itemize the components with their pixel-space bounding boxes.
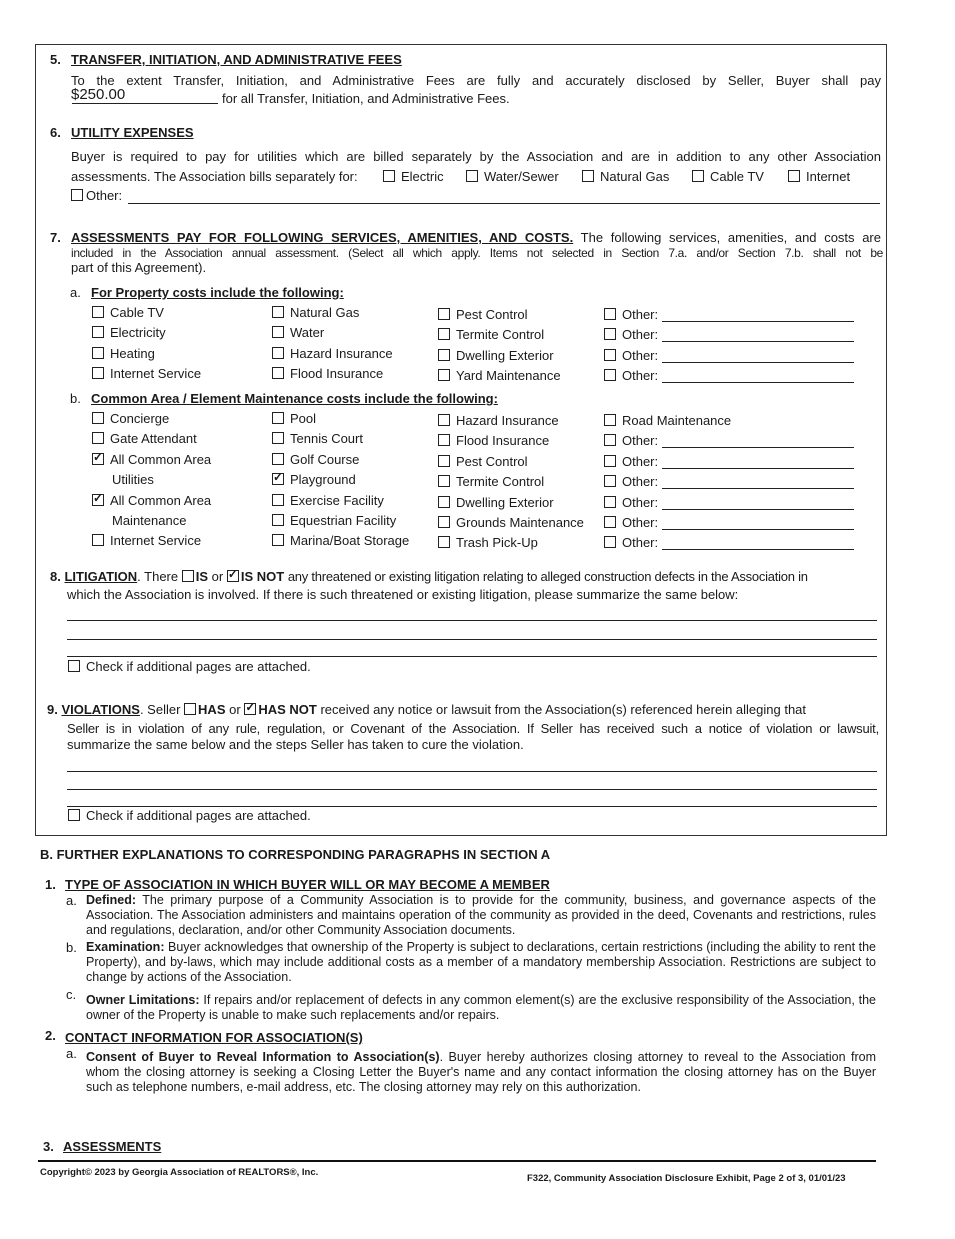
s6-title: UTILITY EXPENSES xyxy=(71,125,194,140)
option-other[interactable] xyxy=(604,454,854,469)
option-internet-service[interactable] xyxy=(92,366,201,381)
b3-number: 3. xyxy=(43,1139,54,1154)
checkbox-icon[interactable] xyxy=(604,455,616,467)
option-label: Electricity xyxy=(110,325,166,340)
option-label: Playground xyxy=(290,472,356,487)
s9-heading-line xyxy=(47,702,806,717)
option-internet-service[interactable] xyxy=(92,533,201,548)
checked-checkbox-icon[interactable] xyxy=(92,453,104,465)
option-other[interactable] xyxy=(604,307,854,322)
s6-number: 6. xyxy=(50,125,61,140)
option-water[interactable] xyxy=(272,325,324,340)
s5-title: TRANSFER, INITIATION, AND ADMINISTRATIVE FEES xyxy=(71,52,402,67)
option-label: Utilities xyxy=(112,472,154,487)
option-label: Maintenance xyxy=(112,513,187,528)
checkbox-icon[interactable] xyxy=(71,189,83,201)
checkbox-icon[interactable] xyxy=(604,516,616,528)
b1c-paragraph xyxy=(86,993,876,1023)
s9-has-not-checkbox[interactable] xyxy=(244,703,256,715)
checkbox-icon[interactable] xyxy=(438,536,450,548)
s5-text-line2: for all Transfer, Initiation, and Administrative Fees. xyxy=(222,91,510,106)
option-yard-maintenance[interactable] xyxy=(438,368,561,383)
s6-option-cable-tv[interactable]: Cable TV xyxy=(692,169,764,184)
option-golf-course[interactable] xyxy=(272,452,359,467)
other-fill-line[interactable] xyxy=(662,321,854,322)
checkbox-icon[interactable] xyxy=(438,434,450,446)
checkbox-icon[interactable] xyxy=(92,347,104,359)
option-label: Grounds Maintenance xyxy=(456,515,584,530)
option-equestrian-facility[interactable] xyxy=(272,513,396,528)
option-label: Gate Attendant xyxy=(110,431,197,446)
option-label: Trash Pick-Up xyxy=(456,535,538,550)
option-label: Dwelling Exterior xyxy=(456,348,554,363)
checkbox-icon[interactable] xyxy=(438,308,450,320)
checkbox-icon[interactable] xyxy=(438,475,450,487)
b1a-paragraph xyxy=(86,893,876,938)
option-label: Concierge xyxy=(110,411,170,426)
checkbox-icon[interactable] xyxy=(92,367,104,379)
checkbox-icon[interactable] xyxy=(604,414,616,426)
other-fill-line[interactable] xyxy=(662,488,854,489)
s8-summary-line-1[interactable] xyxy=(67,620,877,621)
other-fill-line[interactable] xyxy=(662,382,854,383)
checkbox-icon[interactable] xyxy=(604,536,616,548)
option-label: Pest Control xyxy=(456,454,528,469)
option-label: Termite Control xyxy=(456,474,545,489)
s7-text1: The following services, amenities, and costs are xyxy=(580,230,881,245)
s8-summary-line-3[interactable] xyxy=(67,656,877,657)
option-label: Other: xyxy=(622,368,659,383)
s8-text-line2: which the Association is involved. If there is such threatened or existing litigation, please summarize the same below: xyxy=(67,587,739,602)
b1b-letter: b. xyxy=(66,940,77,955)
other-fill-line[interactable] xyxy=(662,447,854,448)
checkbox-icon[interactable] xyxy=(92,306,104,318)
checkbox-icon[interactable] xyxy=(272,306,284,318)
checkbox-icon[interactable] xyxy=(272,367,284,379)
checkbox-icon[interactable] xyxy=(438,328,450,340)
b2a-letter: a. xyxy=(66,1046,77,1061)
option-other[interactable] xyxy=(604,515,854,530)
s8-additional-pages[interactable]: Check if additional pages are attached. xyxy=(68,659,311,674)
checkbox-icon[interactable] xyxy=(272,432,284,444)
option-label: Flood Insurance xyxy=(456,433,550,448)
option-label: Internet Service xyxy=(110,366,202,381)
s7b-title: Common Area / Element Maintenance costs include the following: xyxy=(91,391,498,406)
option-road-maintenance[interactable] xyxy=(604,413,731,428)
option-playground[interactable] xyxy=(272,472,356,487)
b1-number: 1. xyxy=(45,877,56,892)
option-label: Other: xyxy=(622,327,659,342)
s5-text-line1: To the extent Transfer, Initiation, and Administrative Fees are fully and accurately disclosed by Seller, Buyer shall pay xyxy=(71,73,881,88)
checkbox-icon[interactable] xyxy=(438,496,450,508)
s9-or: or xyxy=(229,702,241,717)
b2a-text: . Buyer hereby authorizes closing attorney to reveal to the Association from whom the closing attorney is seeking a Closing Letter the Buyer's name and any contact information the closing attorney has on the Buyer such as telephone numbers, e-mail address, etc. The closing attorney may rely on this authorization. xyxy=(86,1050,876,1094)
s9-text-line2: Seller is in violation of any rule, regulation, or Covenant of the Association. If Seller has received such a notice of violation or lawsuit, xyxy=(67,721,879,736)
s9-has-checkbox[interactable] xyxy=(184,703,196,715)
s6-text-line1: Buyer is required to pay for utilities which are billed separately by the Association and are in addition to any other Association xyxy=(71,149,881,164)
b1a-head: Defined: xyxy=(86,893,136,907)
option-label: Flood Insurance xyxy=(290,366,384,381)
option-label: All Common Area xyxy=(110,452,212,467)
checkbox-icon[interactable] xyxy=(438,414,450,426)
option-heating[interactable] xyxy=(92,346,155,361)
s7a-title: For Property costs include the following: xyxy=(91,285,344,300)
s9-text-line3: summarize the same below and the steps Seller has taken to cure the violation. xyxy=(67,737,524,752)
s7-title: ASSESSMENTS PAY FOR FOLLOWING SERVICES, AMENITIES, AND COSTS. xyxy=(71,230,574,245)
footer-rule xyxy=(38,1160,876,1162)
s8-is-label: IS xyxy=(195,569,209,584)
option-label: Tennis Court xyxy=(290,431,363,446)
s9-number: 9. xyxy=(47,702,58,717)
checkbox-icon[interactable] xyxy=(438,349,450,361)
option-flood-insurance[interactable] xyxy=(272,366,383,381)
checkbox-icon[interactable] xyxy=(272,494,284,506)
checkbox-icon[interactable] xyxy=(604,349,616,361)
s5-amount-value[interactable]: $250.00 xyxy=(71,86,126,103)
checked-checkbox-icon[interactable] xyxy=(92,494,104,506)
option-other[interactable] xyxy=(604,535,854,550)
option-cable-tv[interactable] xyxy=(92,305,164,320)
checkbox-icon[interactable] xyxy=(68,809,80,821)
option-other[interactable] xyxy=(604,368,854,383)
option-other[interactable] xyxy=(604,495,854,510)
option-label: Pool xyxy=(290,411,317,426)
b1b-head: Examination: xyxy=(86,940,165,954)
checkbox-icon[interactable] xyxy=(604,496,616,508)
b1a-letter: a. xyxy=(66,893,77,908)
option-label: Heating xyxy=(110,346,155,361)
s9-summary-line-2[interactable] xyxy=(67,789,877,790)
option-other[interactable] xyxy=(604,327,854,342)
s7b-letter: b. xyxy=(70,391,81,406)
checkbox-icon[interactable] xyxy=(438,516,450,528)
s9-has-label: HAS xyxy=(198,702,226,717)
b2a-paragraph xyxy=(86,1050,876,1095)
footer-copyright: Copyright© 2023 by Georgia Association of REALTORS®, Inc. xyxy=(40,1167,319,1178)
option-utilities[interactable] xyxy=(112,472,154,487)
s8-number: 8. xyxy=(50,569,61,584)
option-tennis-court[interactable] xyxy=(272,431,363,446)
option-label: Termite Control xyxy=(456,327,545,342)
checkbox-icon[interactable] xyxy=(604,308,616,320)
section-b-heading: B. FURTHER EXPLANATIONS TO CORRESPONDING PARAGRAPHS IN SECTION A xyxy=(40,847,551,862)
s8-is-not-label: IS NOT xyxy=(240,569,285,584)
b1c-letter: c. xyxy=(66,987,77,1002)
option-label: Other: xyxy=(622,535,659,550)
s8-or: or xyxy=(211,569,224,584)
checkbox-icon[interactable] xyxy=(582,170,594,182)
other-fill-line[interactable] xyxy=(662,468,854,469)
checkbox-icon[interactable] xyxy=(92,412,104,424)
s9-summary-line-3[interactable] xyxy=(67,806,877,807)
s8-summary-line-2[interactable] xyxy=(67,639,877,640)
option-pest-control[interactable] xyxy=(438,307,528,322)
b2-number: 2. xyxy=(45,1028,56,1043)
checkbox-icon[interactable] xyxy=(604,475,616,487)
option-all-common-area[interactable] xyxy=(92,493,211,508)
option-label: Other: xyxy=(622,515,659,530)
other-fill-line[interactable] xyxy=(662,509,854,510)
s8-text1: . There xyxy=(137,569,179,584)
option-label: Other: xyxy=(622,348,659,363)
option-label: Road Maintenance xyxy=(622,413,732,428)
s7-text-line3: part of this Agreement). xyxy=(71,260,207,275)
option-label: Equestrian Facility xyxy=(290,513,397,528)
b2-title: CONTACT INFORMATION FOR ASSOCIATION(S) xyxy=(65,1030,363,1045)
other-fill-line[interactable] xyxy=(662,529,854,530)
s6-option-other[interactable]: Other: xyxy=(71,188,122,203)
checkbox-icon[interactable] xyxy=(604,369,616,381)
s6-other-line[interactable] xyxy=(128,203,880,204)
option-label: Other: xyxy=(622,495,659,510)
s6-option-internet[interactable]: Internet xyxy=(788,169,850,184)
b3-title: ASSESSMENTS xyxy=(63,1139,162,1154)
s8-is-checkbox[interactable] xyxy=(182,570,194,582)
option-label: Other: xyxy=(622,433,659,448)
other-fill-line[interactable] xyxy=(662,362,854,363)
checked-checkbox-icon[interactable] xyxy=(272,473,284,485)
option-termite-control[interactable] xyxy=(438,474,544,489)
option-other[interactable] xyxy=(604,433,854,448)
option-pest-control[interactable] xyxy=(438,454,528,469)
s6-option-natural-gas[interactable]: Natural Gas xyxy=(582,169,669,184)
checkbox-icon[interactable] xyxy=(92,326,104,338)
checkbox-icon[interactable] xyxy=(438,455,450,467)
option-label: Exercise Facility xyxy=(290,493,384,508)
option-label: Other: xyxy=(622,454,659,469)
checkbox-icon[interactable] xyxy=(788,170,800,182)
option-trash-pick-up[interactable] xyxy=(438,535,538,550)
option-label: Other: xyxy=(622,474,659,489)
option-dwelling-exterior[interactable] xyxy=(438,348,554,363)
option-label: Hazard Insurance xyxy=(290,346,393,361)
s7-text-line2: included in the Association annual assessment. (Select all which apply. Items not selected in Section 7.a. and/or Section 7.b. shall not be xyxy=(71,246,883,260)
s5-number: 5. xyxy=(50,52,61,67)
b1b-text: Buyer acknowledges that ownership of the Property is subject to declarations, certain restrictions (including the ability to rent the Property), and by-laws, which may include additional costs as a member of a mandatory membership Association. Restrictions are subject to change by actions of the Association. xyxy=(86,940,876,984)
checkbox-icon[interactable] xyxy=(272,514,284,526)
s6-option-water-sewer[interactable]: Water/Sewer xyxy=(466,169,559,184)
checkbox-icon[interactable] xyxy=(92,534,104,546)
s6-text-line2: assessments. The Association bills separately for: xyxy=(71,169,358,184)
option-marina-boat-storage[interactable] xyxy=(272,533,409,548)
option-other[interactable] xyxy=(604,474,854,489)
checkbox-icon[interactable] xyxy=(272,347,284,359)
checkbox-icon[interactable] xyxy=(92,432,104,444)
b1c-text: If repairs and/or replacement of defects in any common element(s) are the exclusive responsibility of the Association, the owner of the Property is unable to make such replacements and/or repairs. xyxy=(86,993,877,1022)
option-termite-control[interactable] xyxy=(438,327,544,342)
checkbox-icon[interactable] xyxy=(692,170,704,182)
option-dwelling-exterior[interactable] xyxy=(438,495,554,510)
option-label: Natural Gas xyxy=(290,305,360,320)
option-electricity[interactable] xyxy=(92,325,166,340)
other-fill-line[interactable] xyxy=(662,341,854,342)
checkbox-icon[interactable] xyxy=(466,170,478,182)
option-maintenance[interactable] xyxy=(112,513,186,528)
b1a-text: The primary purpose of a Community Association is to provide for the community, business, and governance aspects of the Association. The Association administers and maintains operation of the community as provided in the deed, Covenants and restrictions, rules and regulations, declaration, and/or other Community Association documents. xyxy=(86,893,877,937)
b2a-head: Consent of Buyer to Reveal Information to Association(s) xyxy=(86,1050,440,1064)
option-natural-gas[interactable] xyxy=(272,305,359,320)
option-grounds-maintenance[interactable] xyxy=(438,515,584,530)
option-hazard-insurance[interactable] xyxy=(272,346,393,361)
option-label: Other: xyxy=(622,307,659,322)
option-label: Golf Course xyxy=(290,452,360,467)
checkbox-icon[interactable] xyxy=(604,328,616,340)
checkbox-icon[interactable] xyxy=(272,326,284,338)
b1-title: TYPE OF ASSOCIATION IN WHICH BUYER WILL OR MAY BECOME A MEMBER xyxy=(65,877,550,892)
b1c-head: Owner Limitations: xyxy=(86,993,200,1007)
s7a-letter: a. xyxy=(70,285,81,300)
option-label: Dwelling Exterior xyxy=(456,495,554,510)
checkbox-icon[interactable] xyxy=(438,369,450,381)
option-label: Yard Maintenance xyxy=(456,368,561,383)
option-label: Internet Service xyxy=(110,533,202,548)
option-pool[interactable] xyxy=(272,411,316,426)
option-label: Hazard Insurance xyxy=(456,413,559,428)
option-label: Marina/Boat Storage xyxy=(290,533,410,548)
s7-heading-line xyxy=(71,230,881,245)
checkbox-icon[interactable] xyxy=(272,412,284,424)
s6-option-electric[interactable]: Electric xyxy=(383,169,444,184)
s9-summary-line-1[interactable] xyxy=(67,771,877,772)
s8-text2: any threatened or existing litigation relating to alleged construction defects in the Association in xyxy=(287,569,808,584)
option-label: Cable TV xyxy=(110,305,164,320)
s9-title: VIOLATIONS xyxy=(61,702,140,717)
option-concierge[interactable] xyxy=(92,411,169,426)
checkbox-icon[interactable] xyxy=(383,170,395,182)
option-all-common-area[interactable] xyxy=(92,452,211,467)
s9-text2: received any notice or lawsuit from the Association(s) referenced herein alleging that xyxy=(320,702,807,717)
checkbox-icon[interactable] xyxy=(68,660,80,672)
option-exercise-facility[interactable] xyxy=(272,493,384,508)
option-label: All Common Area xyxy=(110,493,212,508)
s9-has-not-label: HAS NOT xyxy=(258,702,317,717)
s9-additional-pages[interactable]: Check if additional pages are attached. xyxy=(68,808,311,823)
b1b-paragraph xyxy=(86,940,876,985)
s5-amount-line xyxy=(72,103,218,104)
option-gate-attendant[interactable] xyxy=(92,431,197,446)
s9-text1: . Seller xyxy=(139,702,181,717)
footer-form-id: F322, Community Association Disclosure Exhibit, Page 2 of 3, 01/01/23 xyxy=(527,1173,846,1184)
option-label: Pest Control xyxy=(456,307,528,322)
other-fill-line[interactable] xyxy=(662,549,854,550)
s8-title: LITIGATION xyxy=(64,569,138,584)
option-label: Water xyxy=(290,325,325,340)
s7-number: 7. xyxy=(50,230,61,245)
checkbox-icon[interactable] xyxy=(272,534,284,546)
option-other[interactable] xyxy=(604,348,854,363)
option-flood-insurance[interactable] xyxy=(438,433,549,448)
checkbox-icon[interactable] xyxy=(604,434,616,446)
option-hazard-insurance[interactable] xyxy=(438,413,559,428)
checkbox-icon[interactable] xyxy=(272,453,284,465)
s8-heading-line xyxy=(50,569,808,584)
s8-is-not-checkbox[interactable] xyxy=(227,570,239,582)
